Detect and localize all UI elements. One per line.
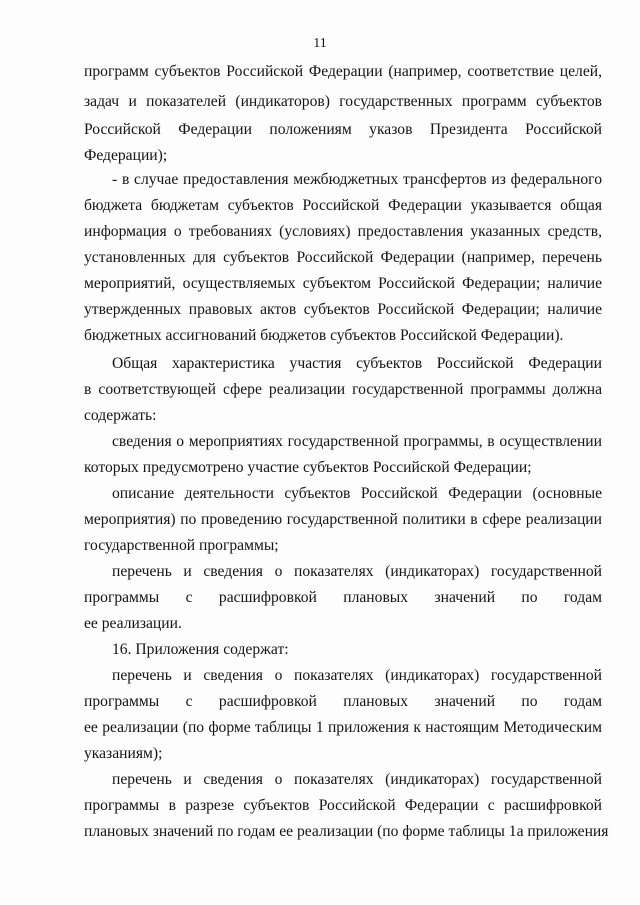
text-line: Федерации); [84, 147, 168, 164]
text-line: перечень и сведения о показателях (индикаторах) государственной [112, 667, 602, 684]
text-line: бюджетных ассигнований бюджетов субъектов Российской Федерации). [84, 327, 564, 344]
text-line: информация о требованиях (условиях) предоставления указанных средств, [84, 223, 602, 240]
text-line: Российской Федерации положениям указов Президента Российской [84, 121, 602, 138]
text-line: утвержденных правовых актов субъектов Российской Федерации; наличие [84, 301, 602, 318]
text-line: ее реализации (по форме таблицы 1 приложения к настоящим Методическим [84, 719, 602, 736]
text-line: которых предусмотрено участие субъектов Российской Федерации; [84, 459, 532, 476]
text-line: программы в разрезе субъектов Российской Федерации с расшифровкой [84, 797, 602, 814]
text-line: установленных для субъектов Российской Федерации (например, перечень [84, 249, 602, 266]
text-line: ее реализации. [84, 615, 182, 632]
text-line: сведения о мероприятиях государственной программы, в осуществлении [112, 433, 602, 450]
text-line: программы с расшифровкой плановых значений по годам [84, 693, 602, 710]
text-line: Общая характеристика участия субъектов Российской Федерации [112, 355, 602, 372]
text-line: 16. Приложения содержат: [112, 641, 289, 658]
text-line: указаниям); [84, 745, 163, 762]
text-line: мероприятия) по проведению государственной политики в сфере реализации [84, 511, 602, 528]
text-line: содержать: [84, 407, 157, 424]
text-line: плановых значений по годам ее реализации (по форме таблицы 1а приложения [84, 823, 609, 840]
text-line: программ субъектов Российской Федерации (например, соответствие целей, [84, 63, 602, 80]
text-line: перечень и сведения о показателях (индикаторах) государственной [112, 771, 602, 788]
text-line: - в случае предоставления межбюджетных трансфертов из федерального [112, 171, 602, 188]
text-line: задач и показателей (индикаторов) государственных программ субъектов [84, 93, 602, 110]
page-number: 11 [313, 36, 327, 51]
text-line: описание деятельности субъектов Российской Федерации (основные [112, 485, 602, 502]
text-line: перечень и сведения о показателях (индикаторах) государственной [112, 563, 602, 580]
text-line: в соответствующей сфере реализации государственной программы должна [84, 381, 602, 398]
text-line: мероприятий, осуществляемых субъектом Российской Федерации; наличие [84, 275, 602, 292]
text-line: бюджета бюджетам субъектов Российской Федерации указывается общая [84, 197, 602, 214]
text-line: программы с расшифровкой плановых значений по годам [84, 589, 602, 606]
text-line: государственной программы; [84, 537, 279, 554]
